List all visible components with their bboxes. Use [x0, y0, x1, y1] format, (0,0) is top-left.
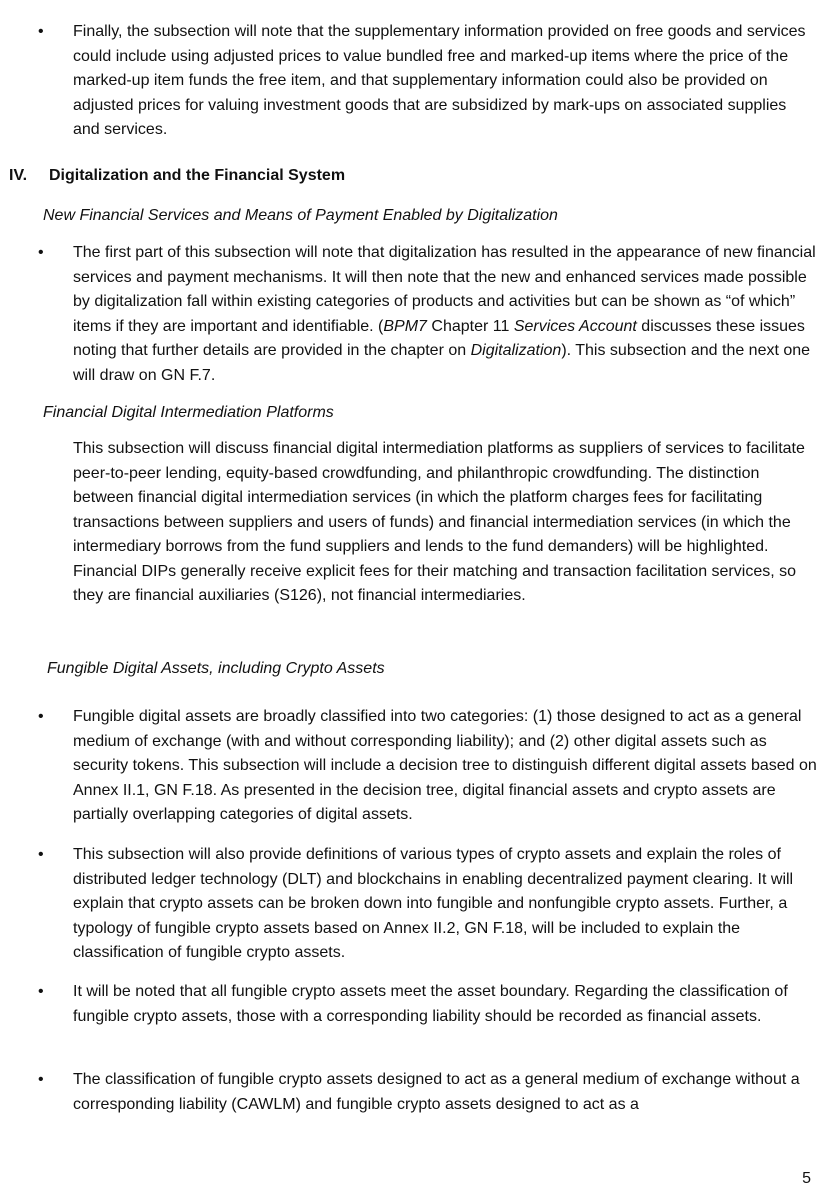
list-item-fungible-4 [0, 1068, 835, 1117]
subsection-title-dip: Financial Digital Intermediation Platforms [43, 404, 334, 421]
paragraph-dip: This subsection will discuss financial digital intermediation platforms as suppliers of services to facilitate peer-to-peer lending, equity-based crowdfunding, and philanthropic crowdfunding. The distinction between financial digital intermediation services (in which the platform charges fees for facilitating transactions between suppliers and users of funds) and financial intermediation services (in which the intermediary borrows from the fund suppliers and lends to the fund demanders) will be highlighted. Financial DIPs generally receive explicit fees for their matching and transaction facilitation services, so they are financial auxiliaries (S126), not financial intermediaries. [73, 440, 805, 604]
list-item-fungible-1 [0, 705, 835, 828]
bullet-icon: • [38, 244, 44, 261]
paragraph-text: The first part of this subsection will note that digitalization has resulted in the appearance of new financial services and payment mechanisms. It will then note that the new and enhanced services made possible by digitalization fall within existing categories of products and activities but can be shown as “of which” items if they are important and identifiable. (BPM7 Chapter 11 Services Account discusses these issues noting that further details are provided in the chapter on Digitalization). This subsection and the next one will draw on GN F.7. [73, 244, 816, 384]
list-item-new-services [0, 241, 835, 388]
bullet-icon: • [38, 1071, 44, 1088]
bullet-icon: • [38, 983, 44, 1000]
bullet-icon: • [38, 846, 44, 863]
citation-services-account: Services Account [513, 317, 637, 335]
bullet-icon: • [38, 708, 44, 725]
subsection-title-fungible: Fungible Digital Assets, including Crypto Assets [47, 660, 385, 677]
bullet-icon: • [38, 23, 44, 40]
paragraph-text: It will be noted that all fungible crypto assets meet the asset boundary. Regarding the classification of fungible crypto assets, those with a corresponding liability should be recorded as financial assets. [73, 983, 788, 1025]
subsection-title-new-services: New Financial Services and Means of Payment Enabled by Digitalization [43, 207, 558, 224]
section-title: Digitalization and the Financial System [49, 167, 346, 184]
list-item-free-goods [0, 20, 835, 143]
list-item-fungible-2 [0, 843, 835, 966]
paragraph-text: Fungible digital assets are broadly classified into two categories: (1) those designed to act as a general medium of exchange (with and without corresponding liability); and (2) other digital assets such as security tokens. This subsection will include a decision tree to distinguish different digital assets based on Annex II.1, GN F.18. As presented in the decision tree, digital financial assets and crypto assets are partially overlapping categories of digital assets. [73, 708, 817, 823]
page-number: 5 [802, 1170, 811, 1187]
section-number: IV. [9, 167, 28, 184]
paragraph-text: Finally, the subsection will note that the supplementary information provided on free goods and services could include using adjusted prices to value bundled free and marked-up items where the price of the marked-up item funds the free item, and that supplementary information could also be provided on adjusted prices for valuing investment goods that are subsidized by mark-ups on associated supplies and services. [73, 23, 806, 138]
citation-bpm7: BPM7 [383, 317, 427, 335]
paragraph-text: This subsection will also provide definitions of various types of crypto assets and explain the roles of distributed ledger technology (DLT) and blockchains in enabling decentralized payment clearing. It will explain that crypto assets can be broken down into fungible and nonfungible crypto assets. Further, a typology of fungible crypto assets based on Annex II.2, GN F.18, will be included to explain the classification of fungible crypto assets. [73, 846, 794, 961]
citation-digitalization: Digitalization [470, 342, 562, 359]
section-heading-iv [0, 164, 345, 189]
paragraph-text: The classification of fungible crypto assets designed to act as a general medium of exchange without a corresponding liability (CAWLM) and fungible crypto assets designed to act as a [73, 1071, 800, 1113]
list-item-fungible-3 [0, 980, 835, 1029]
